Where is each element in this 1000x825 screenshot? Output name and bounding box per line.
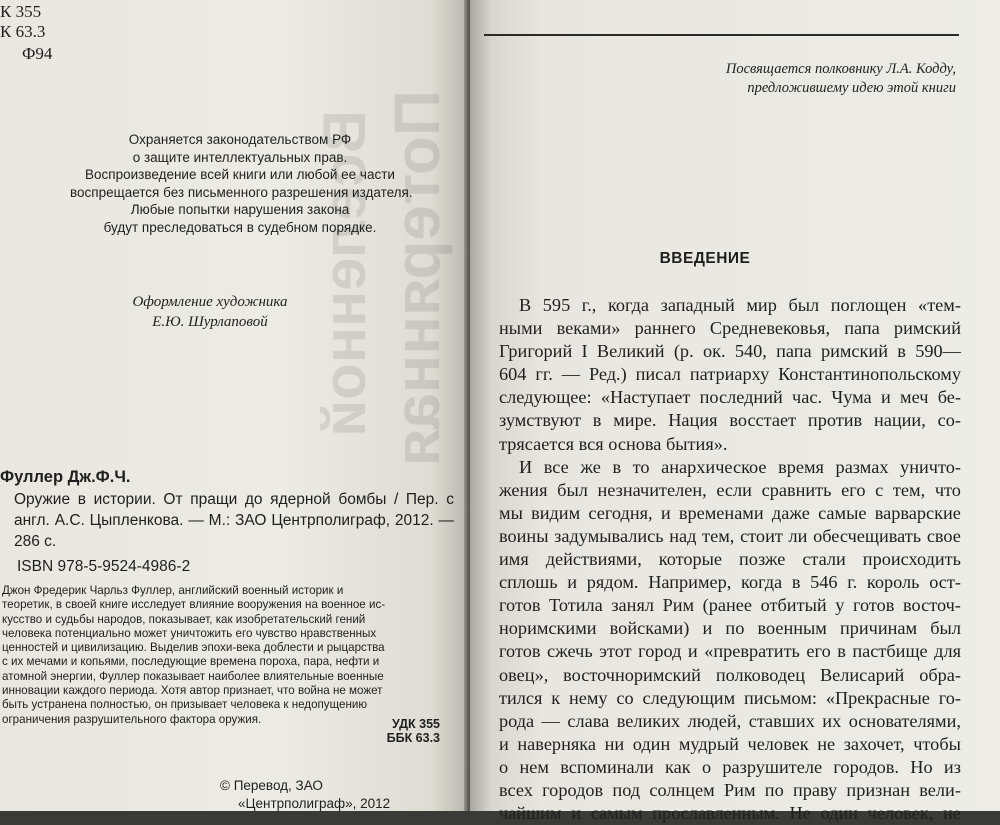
body-line: Григорий I Великий (р. ок. 540, папа римский в 590— [499,341,961,362]
legal-notice-line: будут преследоваться в судебном порядке. [103,219,377,235]
legal-notice-line: Воспроизведение всей книги или любой ее части [85,167,395,182]
legal-notice [70,131,413,236]
body-line: чайшим и самым прославленным. Не один человек, не [499,803,961,824]
annotation-line: кусство и судьбы народов, показывает, как изобретательский гений [2,612,366,626]
catalog-code: Ф94 [22,44,53,63]
body-line: тился к нему со следующим письмом: «Прекрасные го- [499,687,961,708]
body-text [499,294,961,825]
body-line: норимскими войсками) и по военным причинам был [499,618,961,639]
top-rule [484,34,959,36]
chapter-heading: ВВЕДЕНИЕ [659,250,751,267]
annotation-line: быть устранена полностью, он призывает человека к недопущению [2,698,368,712]
copyright [220,777,390,813]
annotation-line: инновации каждого периода. Хотя автор признает, что война не может [2,684,383,698]
annotation-line: атомной энергии, Фуллер показывает наиболее влиятельные военные [2,669,384,683]
body-line: всех городов под солнцем Рим по праву признан вели- [499,779,961,800]
body-line: зумствуют в мире. Нация восстает против нации, со- [499,410,961,431]
annotation-line: Джон Фредерик Чарльз Фуллер, английский военный историк и [2,584,344,597]
body-line: И все же в то анархическое время размах уничто- [519,456,961,477]
show-through-text: Вселенной [311,110,378,437]
annotation-line: человека потенциально может уничтожить его чувство нравственных [2,626,377,640]
body-line: имя действиями, которые позже стали происходить [499,549,961,570]
catalog-code: К 355 [0,2,42,21]
body-line: и наверняка ни один мудрый человек не захочет, чтобы [499,733,961,754]
udk-code: УДК 355 [391,717,440,731]
left-page [0,0,468,811]
bibliographic-description: Оружие в истории. От пращи до ядерной бомбы / Пер. с англ. А.С. Цыпленкова. — М.: ЗАО Центрполиграф, 2012. — 286 с. [14,491,454,550]
catalog-code: К 63.3 [0,22,46,41]
dedication [650,60,956,98]
dedication-line: Посвящается полковнику Л.А. Кодду, [725,61,956,77]
design-credit [95,292,325,332]
design-credit-name: Е.Ю. Шурлаповой [152,314,268,330]
body-line: мы видим сегодня, и временами даже самые варварские [499,502,961,523]
annotation-line: с их мечами и копьями, последующие времена пороха, пара, нефти и [2,655,380,669]
body-line: овец», восточноримский полководец Велисарий обра- [499,664,961,685]
annotation-line: ограничения разрушительного фактора оружия. [2,712,262,726]
design-credit-label: Оформление художника [132,294,288,310]
body-line: ными веками» раннего Средневековья, папа римский [499,318,961,339]
annotation-line: ценностей и цивилизацию. Выделив эпохи-века доблести и рыцарства [2,641,385,655]
isbn: ISBN 978-5-9524-4986-2 [17,558,191,575]
copyright-line: «Центрполиграф», 2012 [238,796,391,811]
bibliographic-author: Фуллер Дж.Ф.Ч. [0,468,131,486]
legal-notice-line: воспрещается без письменного разрешения издателя. [70,184,413,200]
legal-notice-line: Любые попытки нарушения закона [130,202,350,217]
body-line: рода — слава великих людей, ставших их основателями, [499,710,961,731]
body-line: сплошь и рядом. Например, когда в 546 г. король ост- [499,572,961,593]
body-line: В 595 г., когда западный мир был поглощен «тем- [519,295,961,315]
annotation [2,584,462,727]
bbk-code: ББК 63.3 [386,731,440,745]
body-line: 604 гг. — Ред.) писал патриарху Константинопольскому [499,364,961,385]
body-line: готов Тотила занял Рим (ранее отбитый у готов восточ- [499,595,961,616]
body-line: жения был незначителен, если сравнить его с тем, что [499,479,961,500]
classification-codes [372,717,440,745]
body-line: о нем вспоминали как о разрушителе городов. Но из [499,756,961,777]
annotation-line: теоретик, в своей книге исследует влияние вооружения на военное ис- [2,598,386,612]
right-page [470,0,1000,824]
copyright-line: © Перевод, ЗАО [220,778,323,793]
body-line: готов сжечь этот город и «превратить его в пастбище для [499,641,961,662]
body-line: следующее: «Наступает последний час. Чума и меч бе- [499,387,961,408]
legal-notice-line: Охраняется законодательством РФ [128,132,352,147]
dedication-line: предложившему идею этой книги [747,80,956,96]
body-line: воины задумывались над тем, стоит ли обесчещивать свое [499,525,961,546]
legal-notice-line: о защите интеллектуальных прав. [132,149,348,165]
show-through-text: Потерянная [381,90,453,467]
body-line: трясается вся основа бытия». [499,433,728,454]
